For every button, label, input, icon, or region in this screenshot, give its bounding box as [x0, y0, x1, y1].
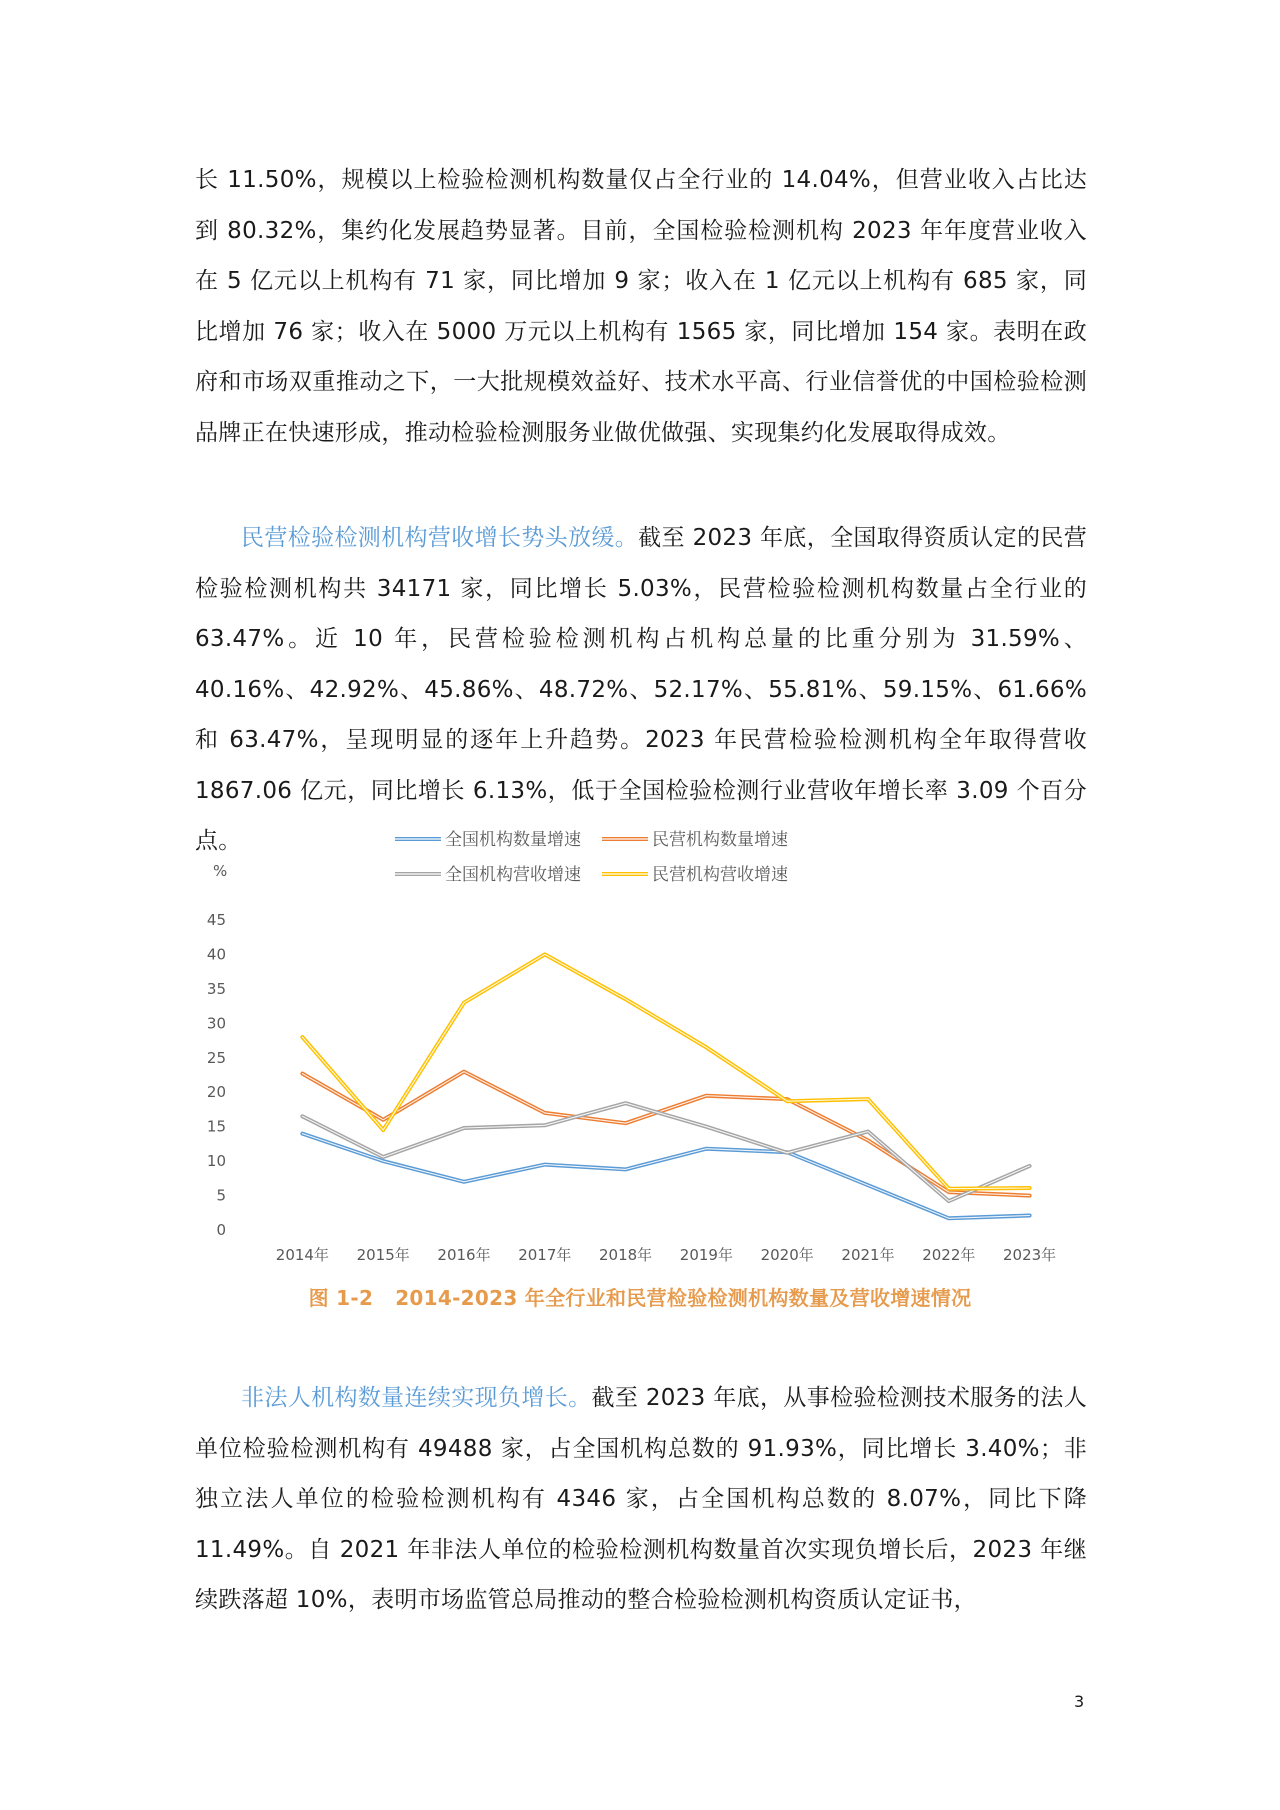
y-tick-label: 40 — [206, 945, 226, 964]
y-tick-label: 20 — [206, 1083, 226, 1102]
paragraph-3-body: 截至 2023 年底，从事检验检测技术服务的法人单位检验检测机构有 49488 家，占全国机构总数的 91.93%，同比增长 3.40%；非独立法人单位的检验检测机构有 4346 家，占全国机构总数的 8.07%，同比下降 11.49%。自 2021 年非法人单位的检验检测机构数量首次实现负增长后，2023 年继续跌落超 10%，表明市场监管总局推动的整合检验检测机构资质认定证书， — [195, 1385, 1088, 1613]
paragraph-2-body: 截至 2023 年底，全国取得资质认定的民营检验检测机构共 34171 家，同比增长 5.03%，民营检验检测机构数量占全行业的 63.47%。近 10 年，民营检验检测机构占机构总量的比重分别为 31.59%、40.16%、42.92%、45.86%、48.72%、52.17%、55.81%、59.15%、61.66%和 63.47%，呈现明显的逐年上升趋势。2023 年民营检验检测机构全年取得营收 1867.06 亿元，同比增长 6.13%，低于全国检验检测行业营收年增长率 3.09 个百分点。 — [195, 525, 1087, 854]
y-tick-label: 10 — [206, 1152, 226, 1171]
legend-label: 民营机构数量增速 — [652, 830, 788, 850]
y-tick-label: 35 — [206, 979, 226, 998]
x-tick-label: 2015年 — [356, 1246, 410, 1264]
x-tick-label: 2016年 — [437, 1246, 491, 1264]
x-tick-label: 2018年 — [599, 1246, 653, 1264]
y-tick-label: 15 — [206, 1117, 226, 1136]
x-tick-label: 2021年 — [841, 1246, 895, 1264]
legend-item — [395, 865, 581, 885]
series-line-highlight — [302, 954, 1029, 1188]
legend-label: 全国机构数量增速 — [445, 830, 581, 850]
paragraph-2-lead: 民营检验检测机构营收增长势头放缓。 — [241, 525, 639, 551]
paragraph-2-text — [195, 513, 1087, 867]
y-tick-label: 45 — [206, 911, 226, 929]
paragraph-3 — [195, 1373, 1087, 1626]
x-tick-label: 2020年 — [760, 1246, 814, 1264]
paragraph-3-lead: 非法人机构数量连续实现负增长。 — [241, 1385, 592, 1411]
legend-label: 全国机构营收增速 — [445, 865, 581, 885]
legend-label: 民营机构营收增速 — [652, 865, 788, 885]
x-tick-label: 2023年 — [1003, 1246, 1057, 1264]
x-tick-label: 2014年 — [275, 1246, 329, 1264]
y-axis-unit-label: % — [213, 862, 228, 880]
x-tick-label: 2022年 — [922, 1246, 976, 1264]
y-tick-label: 5 — [216, 1186, 226, 1205]
paragraph-2 — [195, 513, 1087, 867]
x-tick-label: 2017年 — [518, 1246, 572, 1264]
y-tick-label: 0 — [216, 1221, 226, 1239]
figure-number: 图 1-2 — [308, 1286, 374, 1310]
line-chart-svg — [190, 820, 1090, 1280]
y-tick-label: 30 — [206, 1014, 226, 1033]
series-line — [302, 954, 1029, 1188]
series-line — [302, 1103, 1029, 1201]
legend-item — [602, 865, 788, 885]
paragraph-3-text — [195, 1373, 1087, 1626]
figure-caption — [0, 1282, 1280, 1311]
page-number: 3 — [1074, 1692, 1085, 1711]
y-tick-label: 25 — [206, 1048, 226, 1067]
legend-item — [395, 830, 581, 850]
paragraph-1-text: 长 11.50%，规模以上检验检测机构数量仅占全行业的 14.04%，但营业收入占比达到 80.32%，集约化发展趋势显著。目前，全国检验检测机构 2023 年年度营业收入在 5 亿元以上机构有 71 家，同比增加 9 家；收入在 1 亿元以上机构有 685 家，同比增加 76 家；收入在 5000 万元以上机构有 1565 家，同比增加 154 家。表明在政府和市场双重推动之下，一大批规模效益好、技术水平高、行业信誉优的中国检验检测品牌正在快速形成，推动检验检测服务业做优做强、实现集约化发展取得成效。 — [195, 167, 1087, 446]
line-chart — [190, 820, 1090, 1280]
x-tick-label: 2019年 — [679, 1246, 733, 1264]
legend-item — [602, 830, 788, 850]
figure-title: 2014-2023 年全行业和民营检验检测机构数量及营收增速情况 — [395, 1286, 972, 1310]
series-line-highlight — [302, 1103, 1029, 1201]
paragraph-1 — [195, 155, 1087, 458]
